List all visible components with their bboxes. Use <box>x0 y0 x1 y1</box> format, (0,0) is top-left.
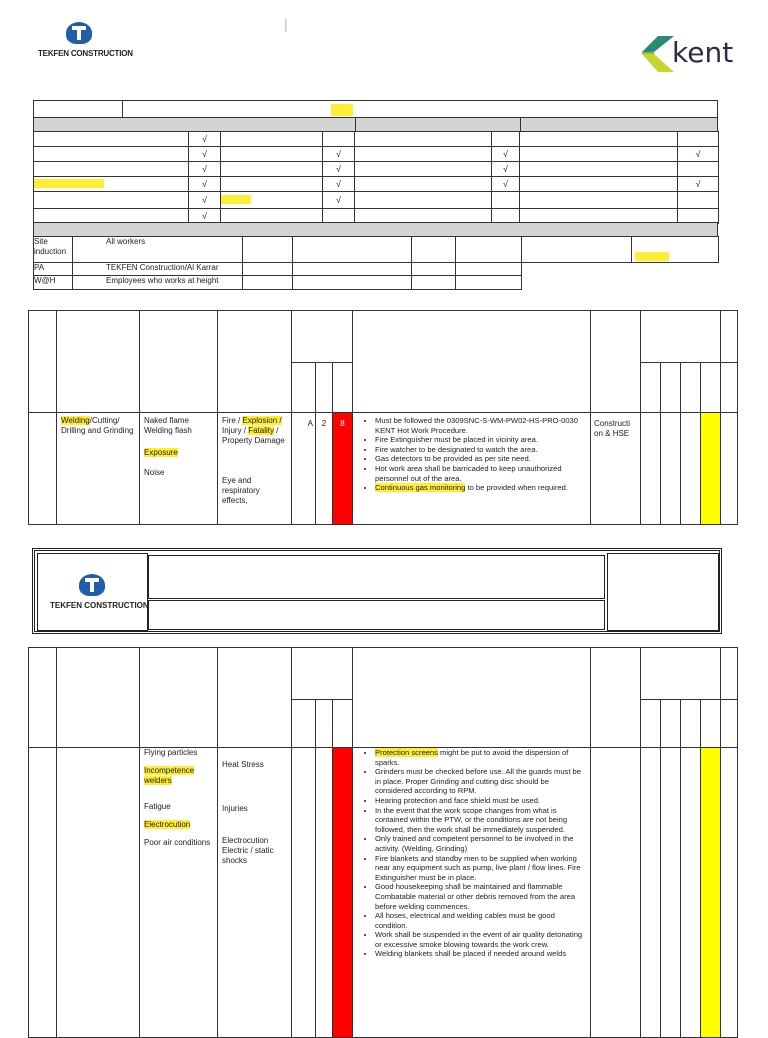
kent-logo <box>636 34 751 74</box>
tick: √ <box>323 177 355 192</box>
tekfen-logo-icon <box>79 574 105 596</box>
hazard: Fatigue <box>144 802 171 811</box>
tekfen-logo-name: TEKFEN CONSTRUCTION <box>38 49 133 58</box>
highlight-mark <box>331 104 353 116</box>
section-header <box>33 117 718 132</box>
consequence: Electrocution Electric / static shocks <box>222 836 274 865</box>
tick: √ <box>189 162 221 177</box>
severity: 2 <box>316 413 333 525</box>
tick: √ <box>492 177 520 192</box>
tick: √ <box>189 192 221 209</box>
form-title-row <box>33 100 718 118</box>
training-who: All workers <box>73 237 243 263</box>
activity-highlight: Welding <box>61 416 90 425</box>
hazard: Welding flash <box>144 426 192 435</box>
training-who: TEKFEN Construction/Al Karrar <box>73 263 243 276</box>
risk-table-1: Welding/Cutting/ Drilling and Grinding Naked flame Welding flash Exposure Noise Fire / Explosion / Injury / Fatality / Property Damage Eye and respiratory effects, A 2 8 • Must be followed the 0309SNC-S-WM-PW02-HS-PRO-0030 KENT Hot Work Procedure. • Fire Extinguisher must be placed in vicinity area. • Fire watcher to be designated to watch the area. • Gas detectors to be provided as per site need. • Hot work area shall be barricaded to keep unauthorized personnel out of the area. • Continuous gas monitoring to be provided when required. Constructi on & HSE <box>28 310 738 525</box>
consequence: Eye and respiratory effects, <box>222 476 260 505</box>
control-list: • Must be followed the 0309SNC-S-WM-PW02-HS-PRO-0030 KENT Hot Work Procedure. • Fire Extinguisher must be placed in vicinity area. • Fire watcher to be designated to watch the area. • Gas detectors to be provided as per site need. • Hot work area shall be barricaded to keep unauthorized personnel out of the area. • Continuous gas monitoring to be provided when required. <box>357 416 586 493</box>
tick: √ <box>189 147 221 162</box>
control-list: • Protection screens might be put to avoid the dispersion of sparks. • Grinders must be checked before use. All the guards must be in place. Proper Grinding and cutting disc should be considered according to RPM. • Hearing protection and face shield must be used. • In the event that the work scope changes from what is contained within the PTW, or the conditions are not being followed, then the work shall be immediately suspended. • Only trained and competent personnel to be involved in the activity. (Welding, Grinding) • Fire blankets and standby men to be supplied when working near any equipment such as pump, live plant / flow lines. Fire Extinguisher must be in place. • Good housekeeping shall be maintained and flammable Combatable material or other debris removed from the area before welding commences. • All hoses, electrical and welding cables must be good condition. • Work shall be suspended in the event of air quality detonating or excessive smoke blowing towards the work crew. • Welding blankets shall be placed if needed around welds <box>357 748 586 959</box>
activity-text: /Cutting/ Drilling and Grinding <box>61 416 134 435</box>
tick: √ <box>323 162 355 177</box>
tick: √ <box>492 162 520 177</box>
kent-logo-name: kent <box>672 36 734 69</box>
consequence: Heat Stress <box>222 760 264 769</box>
consequence: Injuries <box>222 804 248 813</box>
tick: √ <box>323 192 355 209</box>
hazard: Incompetence welders <box>144 766 195 785</box>
ppe-matrix <box>33 131 719 224</box>
page2-header <box>32 548 722 634</box>
tekfen-logo <box>38 22 133 62</box>
hazard: Electrocution <box>144 820 191 829</box>
hazard: Naked flame <box>144 416 189 425</box>
tick: √ <box>492 147 520 162</box>
training-code: PA <box>34 263 73 276</box>
tick: √ <box>189 177 221 192</box>
risk-table-2 <box>28 647 738 1038</box>
header-divider: | <box>284 16 288 32</box>
training-who: Employees who works at height <box>73 276 243 290</box>
tick: √ <box>189 132 221 147</box>
tick: √ <box>189 209 221 224</box>
hazard: Noise <box>144 468 165 477</box>
risk-rating: 8 <box>333 413 353 525</box>
training-code: Site induction <box>34 237 73 263</box>
training-table <box>33 236 719 290</box>
tick: √ <box>678 147 719 162</box>
hazard: Exposure <box>144 448 178 457</box>
responsible: Constructi on & HSE <box>591 413 641 525</box>
likelihood: A <box>292 413 316 525</box>
tick: √ <box>323 147 355 162</box>
hazard: Poor air conditions <box>144 838 211 847</box>
tekfen-logo-icon <box>66 22 92 44</box>
hazard: Flying particles <box>144 748 198 757</box>
training-code: W@H <box>34 276 73 290</box>
tick: √ <box>678 177 719 192</box>
tekfen-logo-name: TEKFEN CONSTRUCTION <box>50 601 149 610</box>
training-header <box>33 222 718 237</box>
